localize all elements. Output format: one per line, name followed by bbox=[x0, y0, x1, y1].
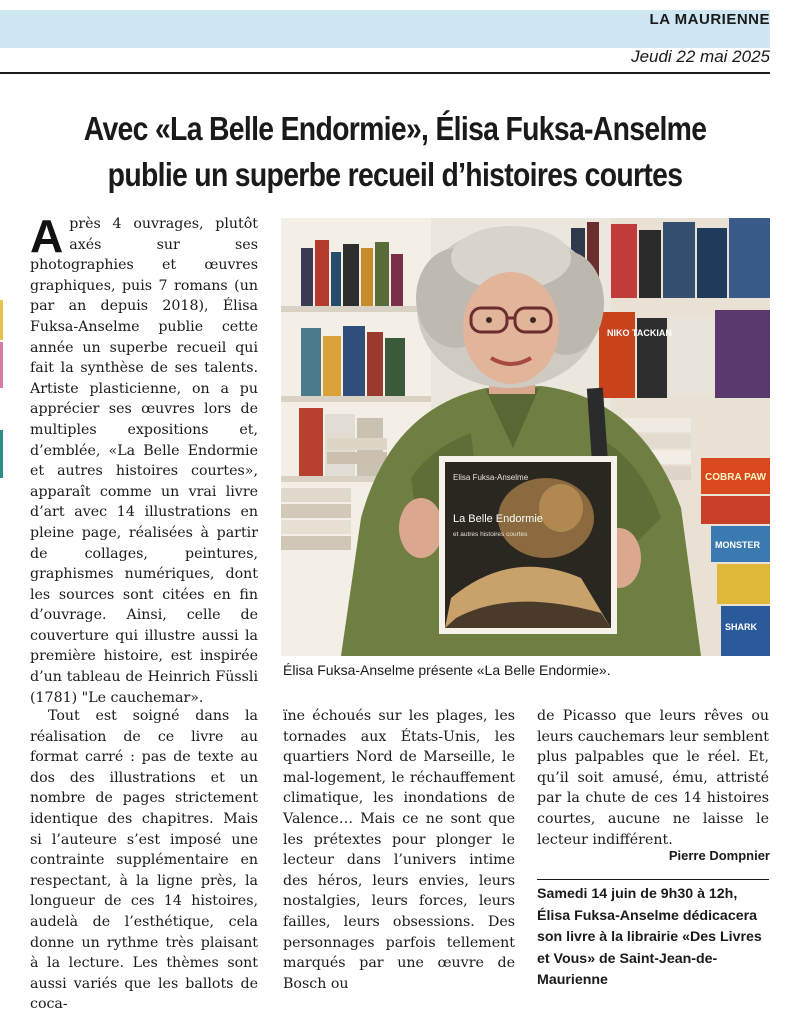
book-author-name: Elisa Fuksa-Anselme bbox=[453, 473, 529, 482]
book-subtitle: et autres histoires courtes bbox=[453, 531, 528, 538]
shelf-book-title-3: MONSTER bbox=[715, 540, 760, 550]
article-headline bbox=[64, 106, 726, 198]
edge-mark-pink bbox=[0, 342, 3, 388]
article-photo bbox=[281, 218, 770, 656]
signature-rule bbox=[537, 879, 769, 880]
photo-illustration bbox=[281, 218, 770, 656]
edge-mark-teal bbox=[0, 430, 3, 478]
photo-caption: Élisa Fuksa-Anselme présente «La Belle Endormie». bbox=[283, 662, 611, 678]
article-column-1-bottom bbox=[30, 706, 258, 1015]
article-column-2 bbox=[283, 706, 515, 994]
shelf-book-title-4: SHARK bbox=[725, 622, 758, 632]
signing-event-box: Samedi 14 juin de 9h30 à 12h, Élisa Fuksa-Anselme dédicacera son livre à la librairie «Des Livres et Vous» de Saint-Jean-de-Maurienne bbox=[537, 886, 762, 988]
book-cover bbox=[439, 456, 617, 634]
paragraph-1: près 4 ouvrages, plutôt axés sur ses photographies et œuvres graphiques, puis 7 romans (un par an depuis 2018), Élisa Fuksa-Anselme publie cette année un superbe recueil qui fait la synthèse de ses talents. Artiste plasticienne, on a pu apprécier ses œuvres lors de multiples expositions et, d’emblée, «La Belle Endormie et autres histoires courtes», apparaît comme un vrai livre d’art avec 14 illustrations en pleine page, réalisées à partir de collages, peintures, graphismes numériques, dont les sources sont citées en fin d’ouvrage. Ainsi, celle de couverture qui illustre aussi la première histoire, est inspirée d’un tableau de Heinrich Füssli (1781) "Le cauchemar». bbox=[30, 216, 258, 706]
masthead-rule bbox=[0, 72, 770, 74]
edge-mark-yellow bbox=[0, 300, 3, 340]
paragraph-2-part-1: Tout est soigné dans la réalisation de ce livre au format carré : pas de texte au dos des illustrations et un nombre de pages strictement identique des chapitres. Mais si l’auteure s’est imposé une contrainte supplémentaire en respectant, à la ligne près, la longueur de ces 14 histoires, audelà de l’esthétique, cela donne un rythme très plaisant à la lecture. Les thèmes sont aussi variés que les ballots de coca- bbox=[30, 708, 258, 1013]
shelf-book-title-1: NIKO TACKIAN bbox=[607, 328, 672, 338]
article-column-1-top bbox=[30, 210, 258, 708]
paragraph-2-part-3: de Picasso que leurs rêves ou leurs cauchemars leur semblent plus palpables que le réel. Et, qu’il soit amusé, ému, attristé par la chute de ces 14 histoires courtes, aucune ne laisse le lecteur indifférent. bbox=[537, 708, 769, 848]
book-title: La Belle Endormie bbox=[453, 513, 543, 525]
newspaper-name: LA MAURIENNE bbox=[649, 11, 770, 28]
paragraph-2-part-2: ïne échoués sur les plages, les tornades aux États-Unis, les quartiers Nord de Marseille, le mal-logement, le réchauffement climatique, les inondations de Valence… Mais ce ne sont que les prétextes pour plonger le lecteur dans l’univers intime des héros, leurs envies, leurs nostalgies, leurs forces, leurs failles, leurs obsessions. Des personnages parfois tellement marqués par une œuvre de Bosch ou bbox=[283, 708, 515, 992]
dropcap-letter: A bbox=[30, 210, 64, 262]
article-column-3 bbox=[537, 706, 769, 850]
headline-line-2: publie un superbe recueil d’histoires courtes bbox=[107, 156, 683, 193]
author-signature: Pierre Dompnier bbox=[668, 848, 770, 863]
shelf-book-title-2: COBRA PAW bbox=[705, 472, 767, 483]
publication-date: Jeudi 22 mai 2025 bbox=[631, 47, 770, 66]
headline-line-1: Avec «La Belle Endormie», Élisa Fuksa-Anselme bbox=[83, 110, 707, 147]
